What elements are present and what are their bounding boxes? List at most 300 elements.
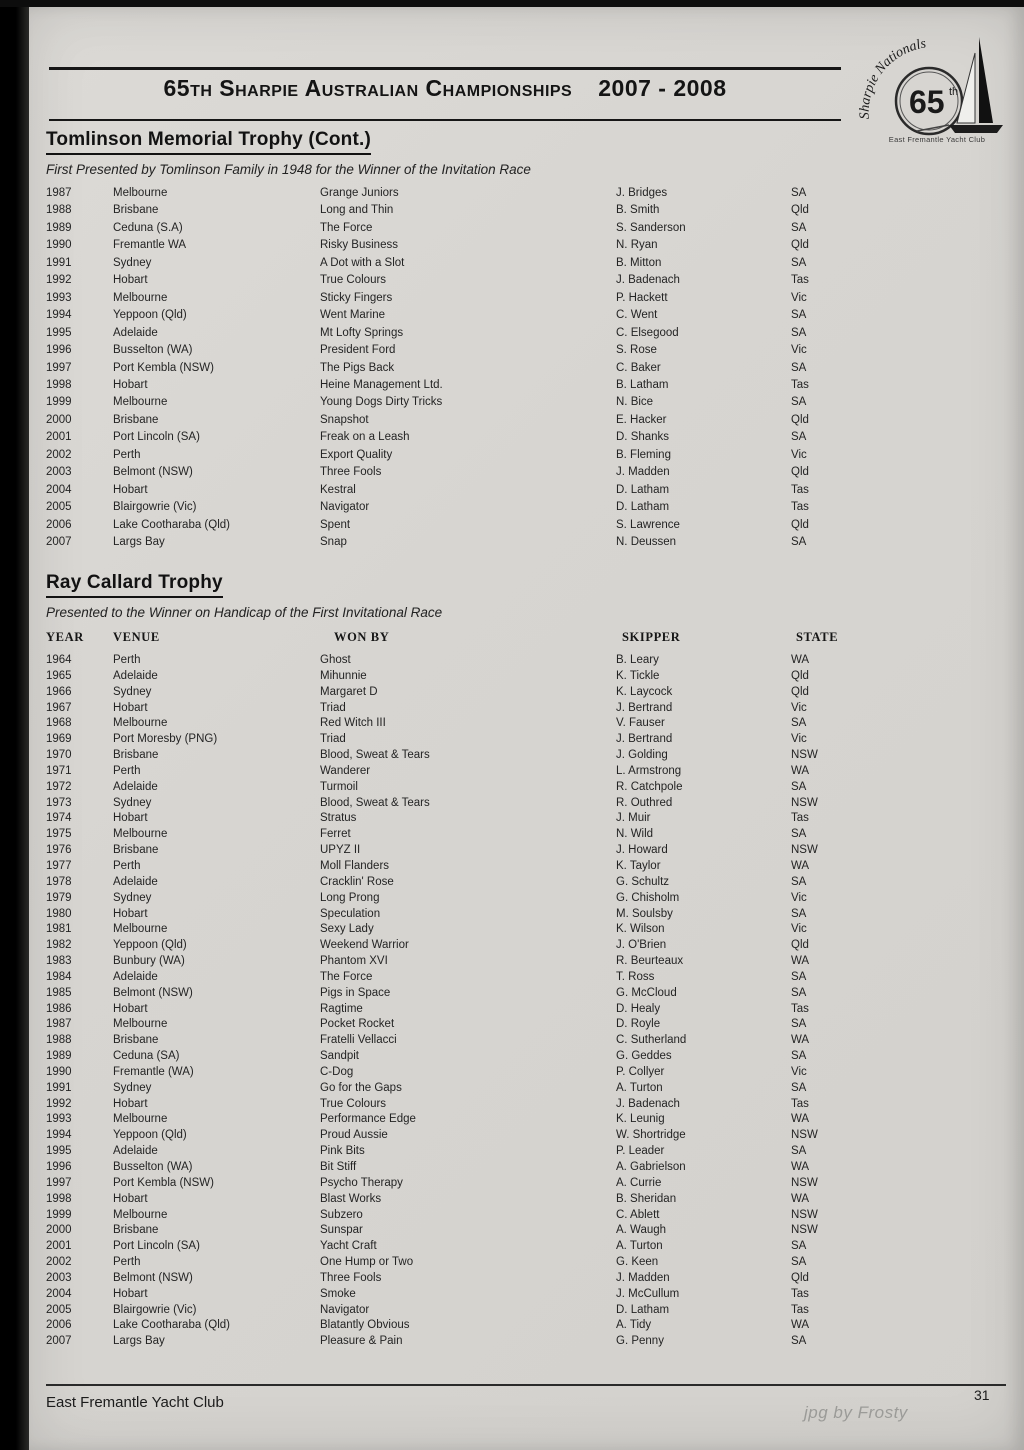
table-cell: K. Tickle [616, 669, 660, 682]
table-row [46, 1065, 906, 1081]
table-cell: Hobart [113, 274, 148, 287]
table-cell: 1980 [46, 907, 72, 920]
table-cell: Navigator [320, 501, 370, 514]
table-cell: SA [791, 431, 807, 444]
table-row [46, 875, 906, 891]
table-cell: 1988 [46, 1034, 72, 1047]
table-cell: Stratus [320, 812, 357, 825]
table-cell: SA [791, 309, 807, 322]
table-cell: Hobart [113, 1097, 148, 1110]
table-cell: Snap [320, 536, 347, 549]
table-cell: WA [791, 764, 810, 777]
table-cell: 1972 [46, 780, 72, 793]
table-cell: 1996 [46, 344, 72, 357]
table-cell: Yeppoon (Qld) [113, 309, 187, 322]
table-cell: Adelaide [113, 1145, 158, 1158]
table-cell: Port Kembla (NSW) [113, 361, 214, 374]
table-cell: R. Catchpole [616, 780, 683, 793]
table-cell: WA [791, 1192, 810, 1205]
table-cell: SA [791, 536, 807, 549]
table-cell: K. Taylor [616, 859, 661, 872]
table-cell: K. Laycock [616, 685, 673, 698]
table-cell: SA [791, 970, 807, 983]
table-cell: 2003 [46, 466, 72, 479]
table-cell: SA [791, 1256, 807, 1269]
table-cell: B. Mitton [616, 256, 662, 269]
table-cell: Vic [791, 701, 807, 714]
table-cell: S. Lawrence [616, 518, 680, 531]
table-cell: Qld [791, 204, 809, 217]
table-cell: Sandpit [320, 1050, 360, 1063]
table-cell: 1998 [46, 1192, 72, 1205]
table-cell: Tas [791, 501, 809, 514]
table-cell: Performance Edge [320, 1113, 416, 1126]
table-cell: Perth [113, 654, 141, 666]
table-cell: SA [791, 221, 807, 234]
table-row [46, 732, 906, 748]
table-cell: 1969 [46, 733, 72, 746]
table-row [46, 1144, 906, 1160]
table-cell: Melbourne [113, 1208, 168, 1221]
table-row [46, 780, 906, 796]
table-row [46, 1097, 906, 1113]
table-row [46, 447, 906, 464]
document-page [29, 7, 1024, 1450]
table-cell: Pleasure & Pain [320, 1335, 403, 1348]
table-cell: Qld [791, 518, 809, 531]
table-cell: Hobart [113, 1002, 148, 1015]
table-cell: Brisbane [113, 844, 159, 857]
table-cell: SA [791, 1018, 807, 1031]
table-cell: Went Marine [320, 309, 385, 322]
table-cell: Red Witch III [320, 717, 386, 730]
ray-callard-table [46, 653, 906, 1350]
table-cell: NSW [791, 796, 818, 809]
table-cell: 1974 [46, 812, 72, 825]
table-cell: Blatantly Obvious [320, 1319, 410, 1332]
table-cell: P. Collyer [616, 1065, 665, 1078]
table-cell: Melbourne [113, 1018, 168, 1031]
table-cell: 1993 [46, 1113, 72, 1126]
table-cell: J. Badenach [616, 1097, 680, 1110]
table-cell: Ghost [320, 654, 351, 666]
table-cell: 2007 [46, 1335, 72, 1348]
table-cell: Melbourne [113, 717, 168, 730]
table-cell: G. Keen [616, 1256, 659, 1269]
table-cell: Perth [113, 448, 141, 461]
table-cell: WA [791, 955, 810, 968]
table-row [46, 220, 906, 237]
table-cell: A. Currie [616, 1176, 662, 1189]
table-row [46, 412, 906, 429]
table-cell: Wanderer [320, 764, 371, 777]
table-cell: 1965 [46, 669, 72, 682]
table-cell: Melbourne [113, 291, 168, 304]
table-cell: J. Bertrand [616, 733, 673, 746]
table-cell: Brisbane [113, 1224, 159, 1237]
table-cell: Grange Juniors [320, 187, 399, 199]
table-cell: P. Leader [616, 1145, 665, 1158]
table-row [46, 796, 906, 812]
table-cell: Qld [791, 939, 809, 952]
table-cell: SA [791, 986, 807, 999]
table-cell: SA [791, 361, 807, 374]
table-cell: A. Turton [616, 1240, 663, 1253]
table-cell: Turmoil [320, 780, 358, 793]
table-cell: WA [791, 859, 810, 872]
table-row [46, 307, 906, 324]
table-cell: Bit Stiff [320, 1161, 357, 1173]
table-cell: B. Sheridan [616, 1192, 677, 1205]
table-cell: J. Muir [616, 812, 651, 825]
table-cell: A. Gabrielson [616, 1161, 686, 1173]
table-cell: Perth [113, 1256, 141, 1269]
table-cell: Vic [791, 923, 807, 936]
table-cell: Largs Bay [113, 1335, 165, 1348]
table-cell: R. Outhred [616, 796, 673, 809]
table-cell: Yeppoon (Qld) [113, 939, 187, 952]
table-cell: Hobart [113, 1192, 148, 1205]
page-number: 31 [974, 1387, 990, 1403]
table-cell: Risky Business [320, 239, 398, 252]
table-cell: 1997 [46, 1176, 72, 1189]
table-cell: Hobart [113, 907, 148, 920]
svg-text:65: 65 [909, 84, 945, 120]
table-cell: 2002 [46, 1256, 72, 1269]
table-cell: Vic [791, 891, 807, 904]
table-row [46, 290, 906, 307]
table-cell: Young Dogs Dirty Tricks [320, 396, 443, 409]
table-cell: K. Leunig [616, 1113, 665, 1126]
table-cell: NSW [791, 844, 818, 857]
table-cell: Blast Works [320, 1192, 382, 1205]
table-row [46, 499, 906, 516]
table-cell: Bunbury (WA) [113, 955, 185, 968]
table-row [46, 922, 906, 938]
table-cell: Long Prong [320, 891, 380, 904]
table-cell: J. Golding [616, 749, 668, 762]
table-cell: 1989 [46, 221, 72, 234]
table-cell: Freak on a Leash [320, 431, 410, 444]
table-cell: Brisbane [113, 749, 159, 762]
table-cell: Adelaide [113, 780, 158, 793]
table-cell: Perth [113, 764, 141, 777]
table-cell: Lake Cootharaba (Qld) [113, 518, 230, 531]
table-cell: J. Madden [616, 466, 670, 479]
table-cell: Long and Thin [320, 204, 394, 217]
table-cell: Melbourne [113, 396, 168, 409]
table-cell: M. Soulsby [616, 907, 673, 920]
table-cell: Margaret D [320, 685, 378, 698]
table-cell: Belmont (NSW) [113, 986, 193, 999]
table-cell: Port Lincoln (SA) [113, 431, 200, 444]
table-row [46, 685, 906, 701]
table-cell: True Colours [320, 274, 387, 287]
table-row [46, 970, 906, 986]
table-cell: 1995 [46, 326, 72, 339]
table-row [46, 517, 906, 534]
table-cell: 2004 [46, 1287, 72, 1300]
table-cell: NSW [791, 749, 818, 762]
tomlinson-table [46, 185, 906, 552]
table-cell: Tas [791, 378, 809, 391]
scan-edge-top [0, 0, 1024, 7]
svg-text:th: th [949, 86, 959, 98]
table-cell: 2000 [46, 1224, 72, 1237]
table-cell: Tas [791, 274, 809, 287]
table-cell: WA [791, 1161, 810, 1173]
table-cell: NSW [791, 1129, 818, 1142]
table-cell: S. Rose [616, 344, 657, 357]
table-row [46, 1112, 906, 1128]
championship-title: 65th Sharpie Australian Championships [163, 75, 573, 101]
table-row [46, 827, 906, 843]
table-cell: Speculation [320, 907, 381, 920]
table-row [46, 954, 906, 970]
table-cell: WA [791, 1034, 810, 1047]
table-cell: B. Smith [616, 204, 660, 217]
table-cell: Tas [791, 483, 809, 496]
table-cell: Brisbane [113, 413, 159, 426]
table-cell: 1999 [46, 1208, 72, 1221]
table-row [46, 1176, 906, 1192]
header-rule-top [49, 67, 841, 70]
table-cell: E. Hacker [616, 413, 667, 426]
scan-edge-left [0, 0, 29, 1450]
section-subtitle: Presented to the Winner on Handicap of the First Invitational Race [46, 605, 443, 620]
table-cell: J. Bridges [616, 187, 668, 199]
table-cell: Spent [320, 518, 351, 531]
table-cell: Port Kembla (NSW) [113, 1176, 214, 1189]
table-cell: SA [791, 1145, 807, 1158]
table-cell: 1966 [46, 685, 72, 698]
table-cell: Ceduna (S.A) [113, 221, 183, 234]
table-row [46, 1271, 906, 1287]
table-cell: B. Fleming [616, 448, 671, 461]
table-row [46, 1287, 906, 1303]
table-cell: 2006 [46, 1319, 72, 1332]
table-cell: One Hump or Two [320, 1256, 414, 1269]
table-cell: WA [791, 1319, 810, 1332]
table-header-row [46, 630, 906, 645]
table-cell: SA [791, 780, 807, 793]
table-cell: A. Waugh [616, 1224, 667, 1237]
table-cell: 1970 [46, 749, 72, 762]
table-row [46, 464, 906, 481]
table-cell: Export Quality [320, 448, 393, 461]
table-cell: C. Baker [616, 361, 661, 374]
table-cell: Brisbane [113, 1034, 159, 1047]
table-cell: A. Turton [616, 1081, 663, 1094]
table-cell: NSW [791, 1224, 818, 1237]
table-cell: UPYZ II [320, 844, 361, 857]
table-cell: President Ford [320, 344, 396, 357]
table-row [46, 1223, 906, 1239]
table-row [46, 1081, 906, 1097]
table-row [46, 653, 906, 669]
table-cell: Three Fools [320, 1271, 382, 1284]
table-cell: Qld [791, 413, 809, 426]
table-cell: 1988 [46, 204, 72, 217]
table-cell: 2000 [46, 413, 72, 426]
table-cell: 1982 [46, 939, 72, 952]
table-cell: 1964 [46, 654, 72, 666]
table-cell: Subzero [320, 1208, 363, 1221]
table-cell: D. Latham [616, 1303, 670, 1316]
table-cell: 1992 [46, 274, 72, 287]
table-cell: K. Wilson [616, 923, 665, 936]
table-cell: Hobart [113, 1287, 148, 1300]
table-cell: J. Badenach [616, 274, 680, 287]
table-cell: Sydney [113, 796, 152, 809]
table-cell: 1996 [46, 1161, 72, 1173]
table-cell: C. Elsegood [616, 326, 679, 339]
table-cell: C. Went [616, 309, 658, 322]
table-cell: Sydney [113, 256, 152, 269]
table-cell: Ferret [320, 828, 351, 841]
table-cell: Adelaide [113, 669, 158, 682]
table-row [46, 1192, 906, 1208]
table-cell: N. Deussen [616, 536, 677, 549]
table-cell: Adelaide [113, 875, 158, 888]
table-row [46, 1208, 906, 1224]
table-row [46, 360, 906, 377]
championship-years: 2007 - 2008 [598, 75, 727, 101]
table-cell: 1995 [46, 1145, 72, 1158]
table-cell: WA [791, 1113, 810, 1126]
table-cell: Qld [791, 669, 809, 682]
table-cell: T. Ross [616, 970, 655, 983]
table-cell: 1992 [46, 1097, 72, 1110]
table-cell: B. Latham [616, 378, 669, 391]
table-cell: Qld [791, 1271, 809, 1284]
footer-club-name: East Fremantle Yacht Club [46, 1394, 224, 1411]
column-header-venue: VENUE [113, 630, 160, 644]
table-cell: Yeppoon (Qld) [113, 1129, 187, 1142]
table-cell: Blairgowrie (Vic) [113, 1303, 197, 1316]
table-row [46, 843, 906, 859]
table-cell: Kestral [320, 483, 356, 496]
table-cell: Cracklin' Rose [320, 875, 394, 888]
table-cell: J. Howard [616, 844, 668, 857]
svg-text:Sharpie Nationals: Sharpie Nationals [857, 36, 928, 120]
table-cell: W. Shortridge [616, 1129, 686, 1142]
table-cell: Three Fools [320, 466, 382, 479]
table-row [46, 938, 906, 954]
table-cell: Moll Flanders [320, 859, 390, 872]
table-cell: 2001 [46, 1240, 72, 1253]
table-cell: Port Moresby (PNG) [113, 733, 218, 746]
table-cell: 2005 [46, 1303, 72, 1316]
table-row [46, 748, 906, 764]
table-cell: D. Latham [616, 483, 670, 496]
section-subtitle: First Presented by Tomlinson Family in 1948 for the Winner of the Invitation Race [46, 162, 531, 177]
table-cell: B. Leary [616, 654, 659, 666]
table-cell: Heine Management Ltd. [320, 378, 443, 391]
table-row [46, 429, 906, 446]
column-header-skipper: SKIPPER [622, 630, 681, 644]
table-cell: Adelaide [113, 970, 158, 983]
table-cell: 2003 [46, 1271, 72, 1284]
table-row [46, 1002, 906, 1018]
table-cell: J. McCullum [616, 1287, 680, 1300]
table-row [46, 716, 906, 732]
table-cell: Ragtime [320, 1002, 363, 1015]
table-row [46, 859, 906, 875]
section-ray-callard-trophy [46, 572, 906, 1350]
table-cell: Adelaide [113, 326, 158, 339]
table-cell: Proud Aussie [320, 1129, 388, 1142]
table-cell: J. Madden [616, 1271, 670, 1284]
table-cell: G. Geddes [616, 1050, 672, 1063]
table-cell: 2004 [46, 483, 72, 496]
table-cell: 1983 [46, 955, 72, 968]
page-title [49, 75, 841, 102]
table-cell: Vic [791, 1065, 807, 1078]
table-row [46, 669, 906, 685]
column-header-state: STATE [796, 630, 839, 644]
table-cell: 1979 [46, 891, 72, 904]
table-row [46, 272, 906, 289]
table-cell: 1977 [46, 859, 72, 872]
table-cell: The Force [320, 221, 373, 234]
table-cell: Fremantle (WA) [113, 1065, 194, 1078]
table-cell: Fratelli Vellacci [320, 1034, 397, 1047]
table-cell: Psycho Therapy [320, 1176, 403, 1189]
table-cell: 1997 [46, 361, 72, 374]
table-row [46, 1318, 906, 1334]
table-row [46, 237, 906, 254]
table-cell: Mt Lofty Springs [320, 326, 404, 339]
table-cell: Blairgowrie (Vic) [113, 501, 197, 514]
table-cell: 1998 [46, 378, 72, 391]
table-row [46, 1160, 906, 1176]
table-cell: C. Sutherland [616, 1034, 687, 1047]
table-row [46, 394, 906, 411]
table-cell: Phantom XVI [320, 955, 388, 968]
table-cell: NSW [791, 1176, 818, 1189]
table-cell: 1976 [46, 844, 72, 857]
table-cell: True Colours [320, 1097, 387, 1110]
table-row [46, 907, 906, 923]
table-row [46, 1128, 906, 1144]
table-cell: Navigator [320, 1303, 370, 1316]
table-cell: Hobart [113, 701, 148, 714]
column-header-wonby: WON BY [334, 630, 390, 644]
table-cell: SA [791, 907, 807, 920]
table-row [46, 701, 906, 717]
table-cell: Perth [113, 859, 141, 872]
table-cell: N. Ryan [616, 239, 658, 252]
table-cell: Fremantle WA [113, 239, 187, 252]
table-row [46, 764, 906, 780]
table-cell: Blood, Sweat & Tears [320, 796, 430, 809]
table-row [46, 185, 906, 202]
table-cell: 1987 [46, 187, 72, 199]
table-cell: Sticky Fingers [320, 291, 393, 304]
table-cell: C. Ablett [616, 1208, 660, 1221]
table-cell: The Pigs Back [320, 361, 395, 374]
table-cell: SA [791, 1335, 807, 1348]
table-row [46, 255, 906, 272]
table-cell: J. O'Brien [616, 939, 667, 952]
table-row [46, 325, 906, 342]
table-cell: 2002 [46, 448, 72, 461]
table-cell: 2006 [46, 518, 72, 531]
table-cell: Sydney [113, 1081, 152, 1094]
table-row [46, 1017, 906, 1033]
table-cell: Port Lincoln (SA) [113, 1240, 200, 1253]
